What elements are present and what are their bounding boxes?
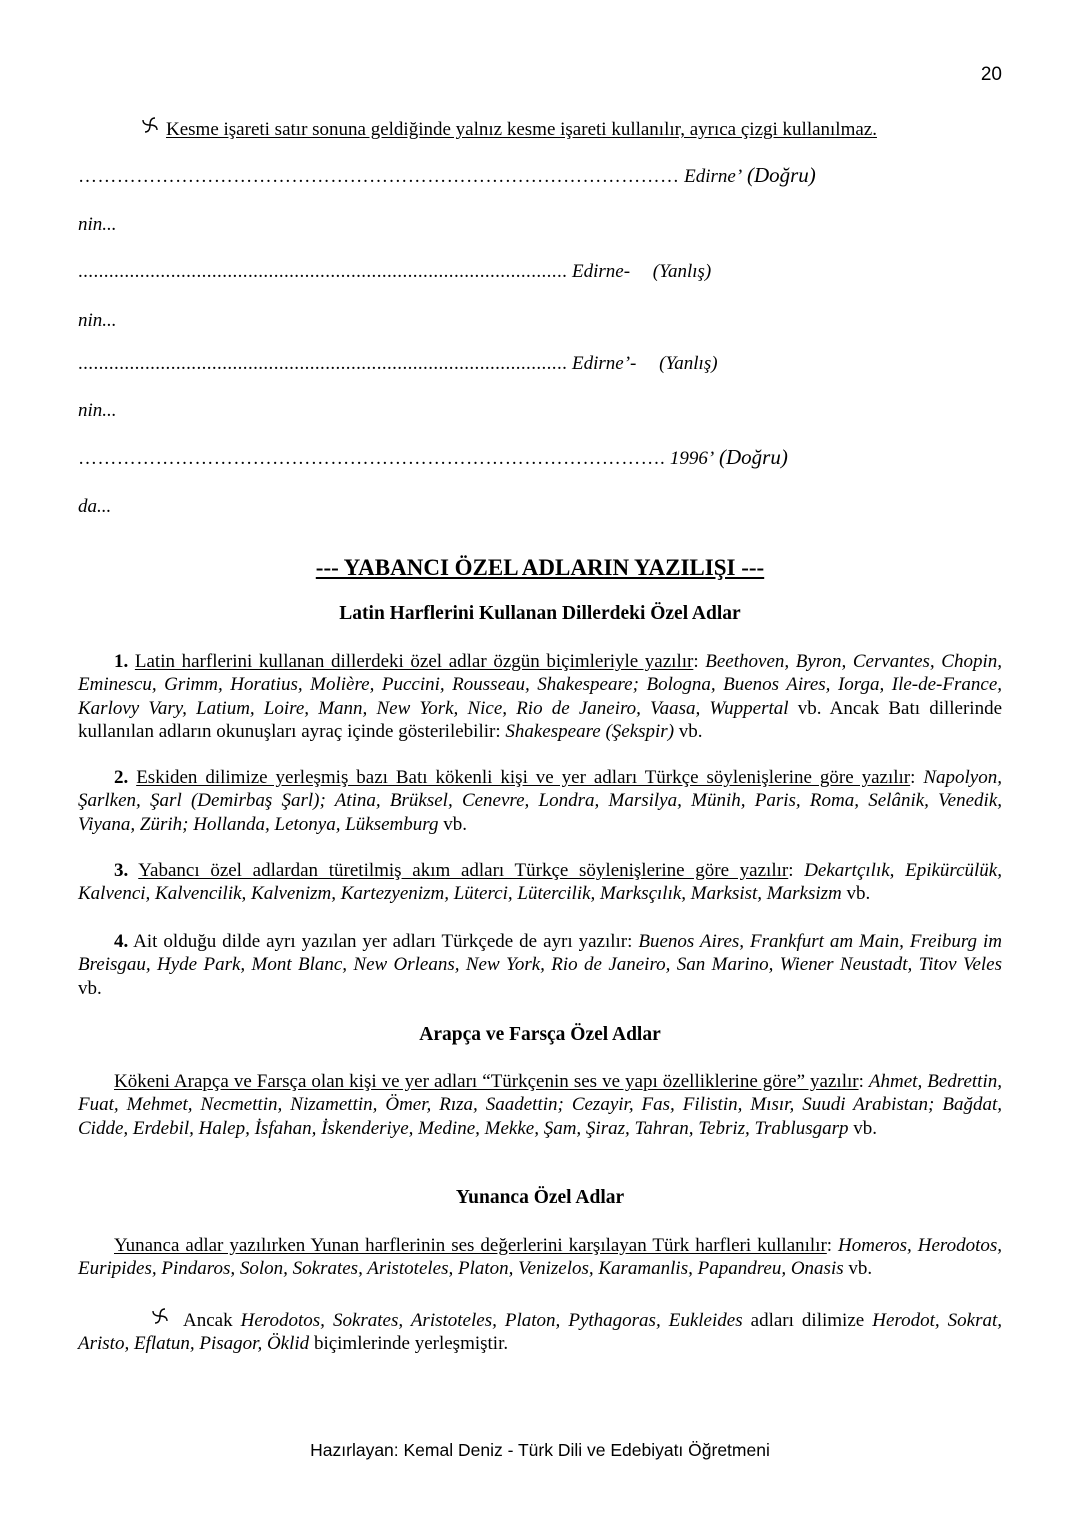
rule-examples: Napolyon, Şarlken, Şarl (Demirbaş Şarl); Atina, Brüksel, Cenevre, Londra, Marsilya, Münih, Paris, Roma, Selânik, Venedik, Viyana, Zürih; Hollanda, Letonya, Lüksemburg xyxy=(78,767,1002,835)
example-word: Edirne- xyxy=(572,261,631,282)
example-line-3: ............................................................................................... Edirne’- (Yanlış) xyxy=(78,353,718,374)
section-title: --- YABANCI ÖZEL ADLARIN YAZILIŞI --- xyxy=(315,555,765,580)
example-line-2: ............................................................................................... Edirne- (Yanlış) xyxy=(78,261,712,282)
rule-text: Ait olduğu dilde ayrı yazılan yer adları Türkçede de ayrı yazılır xyxy=(133,931,628,952)
rule-paragraph-3: 3. Yabancı özel adlardan türetilmiş akım adları Türkçe söylenişlerine göre yazılır: Dekartçılık, Epikürcülük, Kalvenci, Kalvencilik, Kalvenizm, Kartezyenizm, Lüterci, Lütercilik, Marksçılık, Marksist, Marksizm vb. xyxy=(78,860,1002,905)
example-line-1: ………………………………………………………………………………… Edirne’ (Doğru) xyxy=(78,163,816,187)
example-word: 1996’ xyxy=(669,448,715,469)
rule-examples: Buenos Aires, Frankfurt am Main, Freiburg im Breisgau, Hyde Park, Mont Blanc, New Orleans, New York, Rio de Janeiro, San Marino, Wiener Neustadt, Titov Veles xyxy=(78,931,1003,976)
rule-examples: Dekartçılık, Epikürcülük, Kalvenci, Kalvencilik, Kalvenizm, Kartezyenizm, Lüterci, Lütercilik, Marksçılık, Marksist, Marksizm xyxy=(78,860,1002,905)
example-suffix-2: nin... xyxy=(78,310,117,331)
apostrophe-note-text: Kesme işareti satır sonuna geldiğinde yalnız kesme işareti kullanılır, ayrıca çizgi kullanılmaz. xyxy=(166,119,877,140)
rule-text: Eskiden dilimize yerleşmiş bazı Batı kökenli kişi ve yer adları Türkçe söylenişlerine göre yazılır xyxy=(136,767,911,788)
example-verdict: (Doğru) xyxy=(718,445,788,469)
rule-number: 4. xyxy=(114,931,129,952)
example-line-4: ………………………………………………………………………………. 1996’ (Doğru) xyxy=(78,445,788,469)
example-suffix-4: da... xyxy=(78,496,112,517)
rule-text: Latin harflerini kullanan dillerdeki özel adlar özgün biçimleriyle yazılır xyxy=(134,651,694,672)
page-footer: Hazırlayan: Kemal Deniz - Türk Dili ve Edebiyatı Öğretmeni xyxy=(310,1440,770,1460)
rule-number: 1. xyxy=(114,651,129,672)
arabic-paragraph: Kökeni Arapça ve Farsça olan kişi ve yer adları “Türkçenin ses ve yapı özelliklerine göre” yazılır: Ahmet, Bedrettin, Fuat, Mehmet, Necmettin, Nizamettin, Ömer, Rıza, Saadettin; Cezayir, Fas, Filistin, Mısır, Suudi Arabistan; Bağdat, Cidde, Erdebil, Halep, İsfahan, İskenderiye, Medine, Mekke, Şam, Şiraz, Tahran, Tebriz, Trablusgarp vb. xyxy=(78,1071,1002,1139)
rule-paragraph-2: 2. Eskiden dilimize yerleşmiş bazı Batı kökenli kişi ve yer adları Türkçe söylenişlerine göre yazılır: Napolyon, Şarlken, Şarl (Demirbaş Şarl); Atina, Brüksel, Cenevre, Londra, Marsilya, Münih, Paris, Roma, Selânik, Venedik, Viyana, Zürih; Hollanda, Letonya, Lüksemburg vb. xyxy=(78,767,1002,835)
subtitle-greek: Yunanca Özel Adlar xyxy=(455,1187,625,1208)
swirl-icon xyxy=(114,1306,170,1332)
subtitle-arabic: Arapça ve Farsça Özel Adlar xyxy=(419,1024,661,1045)
example-verdict: (Yanlış) xyxy=(652,261,712,282)
apostrophe-note xyxy=(140,115,877,141)
example-verdict: (Yanlış) xyxy=(659,353,718,374)
rule-text: Kökeni Arapça ve Farsça olan kişi ve yer adları “Türkçenin ses ve yapı özelliklerine göre” yazılır xyxy=(114,1071,859,1092)
example-suffix-1: nin... xyxy=(78,214,117,235)
rule-examples: Ahmet, Bedrettin, Fuat, Mehmet, Necmettin, Nizamettin, Ömer, Rıza, Saadettin; Cezayir, Fas, Filistin, Mısır, Suudi Arabistan; Bağdat, Cidde, Erdebil, Halep, İsfahan, İskenderiye, Medine, Mekke, Şam, Şiraz, Tahran, Tebriz, Trablusgarp xyxy=(78,1071,1002,1139)
example-verdict: (Doğru) xyxy=(746,163,816,187)
rule-examples: Homeros, Herodotos, Euripides, Pindaros, Solon, Sokrates, Aristoteles, Platon, Venizelos, Karamanlis, Papandreu, Onasis xyxy=(78,1235,1002,1280)
rule-text: Yunanca adlar yazılırken Yunan harflerinin ses değerlerini karşılayan Türk harfleri kullanılır xyxy=(114,1235,827,1256)
subtitle-latin: Latin Harflerini Kullanan Dillerdeki Özel Adlar xyxy=(339,603,741,624)
greek-paragraph: Yunanca adlar yazılırken Yunan harflerinin ses değerlerini karşılayan Türk harfleri kullanılır: Homeros, Herodotos, Euripides, Pindaros, Solon, Sokrates, Aristoteles, Platon, Venizelos, Karamanlis, Papandreu, Onasis vb. xyxy=(78,1235,1002,1280)
rule-paragraph-4: 4. Ait olduğu dilde ayrı yazılan yer adları Türkçede de ayrı yazılır: Buenos Aires, Frankfurt am Main, Freiburg im Breisgau, Hyde Park, Mont Blanc, New Orleans, New York, Rio de Janeiro, San Marino, Wiener Neustadt, Titov Veles vb. xyxy=(78,931,1003,999)
rule-number: 2. xyxy=(114,767,129,788)
rule-number: 3. xyxy=(114,860,129,881)
rule-text: Yabancı özel adlardan türetilmiş akım adları Türkçe söylenişlerine göre yazılır xyxy=(138,860,789,881)
rule-examples: Beethoven, Byron, Cervantes, Chopin, Eminescu, Grimm, Horatius, Molière, Puccini, Rousseau, Shakespeare; Bologna, Buenos Aires, Iorga, Ile-de-France, Karlovy Vary, Latium, Loire, Mann, New York, Nice, Rio de Janeiro, Vaasa, Wuppertal xyxy=(78,651,1002,719)
example-suffix-3: nin... xyxy=(78,400,117,421)
example-word: Edirne’- xyxy=(572,353,637,374)
page-number: 20 xyxy=(980,64,1002,85)
rule-paragraph-1: 1. Latin harflerini kullanan dillerdeki özel adlar özgün biçimleriyle yazılır: Beethoven, Byron, Cervantes, Chopin, Eminescu, Grimm, Horatius, Molière, Puccini, Rousseau, Shakespeare; Bologna, Buenos Aires, Iorga, Ile-de-France, Karlovy Vary, Latium, Loire, Mann, New York, Nice, Rio de Janeiro, Vaasa, Wuppertal vb. Ancak Batı dillerinde kullanılan adların okunuşları ayraç içinde gösterilebilir: Shakespeare (Şekspir) vb. xyxy=(78,651,1003,742)
greek-note-paragraph: Ancak Herodotos, Sokrates, Aristoteles, Platon, Pythagoras, Eukleides adları dilimize Herodot, Sokrat, Aristo, Eflatun, Pisagor, Öklid biçimlerinde yerleşmiştir. xyxy=(78,1306,1002,1356)
swirl-icon xyxy=(140,115,160,141)
example-word: Edirne’ xyxy=(684,166,743,187)
